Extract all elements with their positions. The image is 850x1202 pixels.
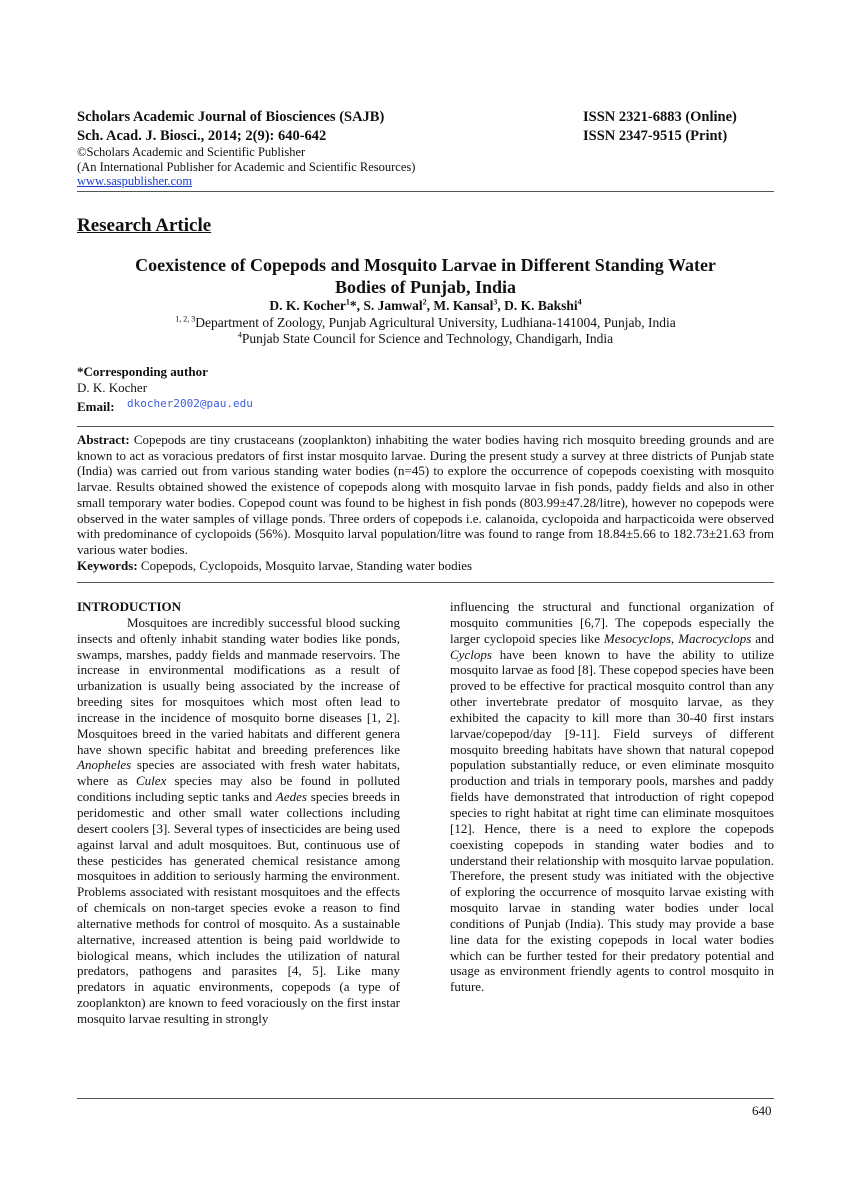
abstract-top-divider bbox=[77, 426, 774, 427]
author-list bbox=[77, 297, 774, 314]
publisher-website-link[interactable]: www.saspublisher.com bbox=[77, 174, 193, 188]
affiliation-mark: 1, 2, 3 bbox=[175, 314, 196, 324]
genus-name: Cyclops bbox=[450, 646, 492, 662]
author-name: D. K. Kocher bbox=[269, 298, 346, 313]
author-name: S. Jamwal bbox=[363, 298, 423, 313]
publisher-description: (An International Publisher for Academic and Scientific Resources) bbox=[77, 160, 416, 174]
genus-name: Aedes bbox=[275, 789, 307, 805]
article-title-line-1: Coexistence of Copepods and Mosquito Larvae in Different Standing Water bbox=[135, 255, 716, 275]
abstract-block bbox=[77, 432, 774, 573]
body-text: influencing the structural and functional organization of mosquito communities [6,7]. The copepods especially the larger cyclopoid species like bbox=[450, 599, 774, 646]
body-text: species may also be found in polluted conditions including septic tanks and bbox=[77, 773, 400, 805]
author-affiliation-mark: 1 bbox=[345, 297, 350, 307]
affiliation-2 bbox=[77, 330, 774, 347]
right-column bbox=[450, 599, 774, 995]
body-text: and bbox=[751, 630, 775, 646]
publisher-line: ©Scholars Academic and Scientific Publisher bbox=[77, 145, 306, 159]
email-label: Email: bbox=[77, 399, 115, 414]
journal-citation: Sch. Acad. J. Biosci., 2014; 2(9): 640-642 bbox=[77, 128, 327, 144]
intro-paragraph-1 bbox=[77, 615, 400, 1027]
body-text: have been known to have the ability to utilize mosquito larvae as food [8]. These copepod species have been proved to be effective for practical mosquito control than any other invertebrate predator of mosquito larvae, as they exhibited the capacity to kill more than 30-40 first instars larvae/copepod/day [9-11]. Field surveys of different mosquito breeding habitats have shown that natural copepod population substantially reduce, or even eliminate mosquito production and trials in temporary pools, marshes and paddy fields have demonstrated that introduction of right copepod species to right habitat at right time can eliminate mosquitoes [12]. Hence, there is a need to explore the copepods coexisting copepods in standing water bodies and to understand their relationship with mosquito larvae population. Therefore, the present study was initiated with the objective of exploring the occurrence of mosquito larvae existing with mosquito larvae in standing water bodies under local conditions of Punjab (India). This study may provide a base line data for the existing copepods in local water bodies which can be further tested for their predatory potential and usage as environment friendly agents to control mosquito in future. bbox=[450, 646, 774, 995]
author-affiliation-mark: 2 bbox=[422, 297, 427, 307]
abstract-text: Copepods are tiny crustaceans (zooplankton) inhabiting the water bodies having rich mosquito breeding grounds and are known to act as voracious predators of first instar mosquito larvae. During the present study a survey at three districts of Punjab state (India) was carried out from various standing water bodies (n=45) to explore the occurrence of copepods coexisting with mosquito larvae. Results obtained showed the existence of copepods along with mosquito larvae in fish ponds, paddy fields and also in other small temporary water bodies. Copepod count was found to be highest in fish ponds (803.99±47.28/litre), however no copepods were observed in the water samples of village ponds. Three orders of copepods i.e. calanoida, cyclopoida and harpacticoida were observed with predominance of cyclopoids (56%). Mosquito larval population/litre was found to range from 18.84±5.66 to 182.73±21.63 from various water bodies. bbox=[77, 432, 774, 557]
page-number: 640 bbox=[752, 1103, 772, 1118]
body-text: species breeds in peridomestic and other small water collections including desert coolers [3]. Several types of insecticides are being used against larval and adult mosquitoes. But, continuous use of these pesticides has generated chemical resistance among mosquitoes in addition to seriously harming the environment. Problems associated with resistant mosquitoes and the effects of chemicals on non-target species evoke a reason to find alternative methods for control of mosquito. As a sustainable alternative, increased attention is being paid worldwide to biological means, which includes the utilization of natural predators, pathogens and parasites [4, 5]. Like many predators in aquatic environments, copepods (a type of zooplankton) are known to feed voraciously on the first instar mosquito larvae resulting in strongly bbox=[77, 789, 400, 1026]
corresponding-mark: *, bbox=[349, 298, 364, 313]
keywords-text: Copepods, Cyclopoids, Mosquito larvae, Standing water bodies bbox=[137, 557, 473, 573]
email-address[interactable]: dkocher2002@pau.edu bbox=[127, 397, 253, 410]
introduction-heading: INTRODUCTION bbox=[77, 599, 182, 614]
header-divider bbox=[77, 191, 774, 192]
genus-name: Anopheles bbox=[77, 757, 132, 773]
author-separator: , bbox=[497, 298, 505, 313]
body-text: , bbox=[671, 630, 679, 646]
affiliation-text: Punjab State Council for Science and Technology, Chandigarh, India bbox=[241, 331, 614, 346]
left-column bbox=[77, 599, 400, 1027]
keywords-label: Keywords: bbox=[77, 557, 138, 573]
corresponding-author-name: D. K. Kocher bbox=[77, 380, 148, 395]
author-affiliation-mark: 4 bbox=[577, 297, 582, 307]
abstract-bottom-divider bbox=[77, 582, 774, 583]
author-name: M. Kansal bbox=[433, 298, 494, 313]
footer-divider bbox=[77, 1098, 774, 1099]
genus-name: Macrocyclops bbox=[678, 630, 752, 646]
author-affiliation-mark: 3 bbox=[493, 297, 498, 307]
body-text: Mosquitoes are incredibly successful blood sucking insects and oftenly inhabit standing water bodies like ponds, swamps, marshes, paddy fields and manmade reservoirs. The increase in environmental modifications as a result of urbanization is usually being associated by the increase of breeding sites for mosquitoes which most often lead to increase in the incidence of mosquito borne diseases [1, 2]. Mosquitoes breed in the varied habitats and different genera have shown specific habitat and breeding preferences like bbox=[77, 614, 400, 757]
body-text: species are associated with fresh water habitats, where as bbox=[77, 757, 400, 789]
issn-print: ISSN 2347-9515 (Print) bbox=[583, 128, 728, 144]
genus-name: Culex bbox=[136, 773, 167, 789]
author-separator: , bbox=[426, 298, 434, 313]
affiliation-text: Department of Zoology, Punjab Agricultural University, Ludhiana-141004, Punjab, India bbox=[195, 315, 676, 330]
intro-paragraph-2 bbox=[450, 599, 774, 995]
affiliation-mark: 4 bbox=[237, 330, 242, 340]
article-title-line-2: Bodies of Punjab, India bbox=[334, 277, 517, 297]
author-name: D. K. Bakshi bbox=[504, 298, 578, 313]
issn-online: ISSN 2321-6883 (Online) bbox=[583, 109, 737, 125]
abstract-label: Abstract: bbox=[77, 432, 130, 447]
journal-name: Scholars Academic Journal of Biosciences (SAJB) bbox=[77, 109, 385, 125]
article-title bbox=[77, 254, 774, 298]
genus-name: Mesocyclops bbox=[603, 630, 672, 646]
affiliation-1 bbox=[77, 314, 774, 331]
article-type-heading: Research Article bbox=[77, 215, 212, 236]
corresponding-author-label: *Corresponding author bbox=[77, 364, 208, 379]
